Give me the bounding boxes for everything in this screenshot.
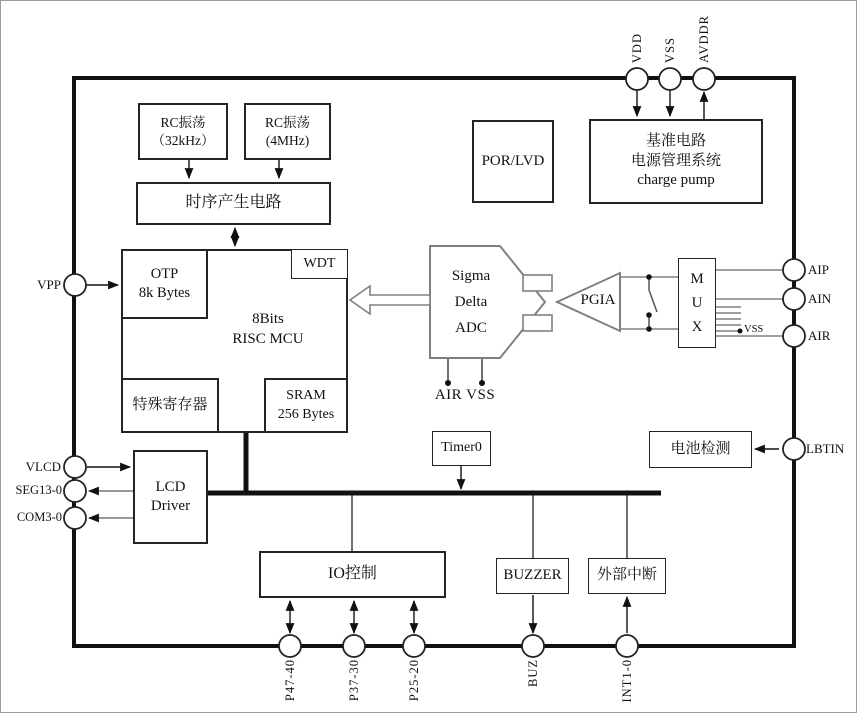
adc-line2: Delta bbox=[454, 294, 488, 310]
block-ext-interrupt bbox=[588, 558, 666, 594]
lcd-output-arrows bbox=[89, 491, 133, 518]
block-special-registers bbox=[121, 378, 219, 433]
pin-label-vdd: VDD bbox=[630, 32, 644, 63]
pin-vdd bbox=[626, 68, 648, 90]
rc-osc-4m-name: RC振荡 bbox=[264, 114, 310, 130]
adc-line1: Sigma bbox=[451, 268, 491, 284]
adc-label bbox=[427, 263, 515, 341]
block-otp bbox=[121, 249, 208, 319]
pgia-label: PGIA bbox=[580, 292, 616, 308]
block-rc-osc-32k bbox=[138, 103, 228, 160]
pin-label-avddr: AVDDR bbox=[697, 15, 711, 63]
pin-vss bbox=[659, 68, 681, 90]
pin-lbtin bbox=[783, 438, 805, 460]
pin-seg13-0 bbox=[64, 480, 86, 502]
block-power-management bbox=[589, 119, 763, 204]
mux-line3: X bbox=[691, 319, 703, 335]
adc-pgia-tab-bottom bbox=[523, 315, 552, 331]
block-timer0 bbox=[432, 431, 491, 466]
block-por-lvd bbox=[472, 120, 554, 203]
mcu-line1: 8Bits bbox=[252, 311, 284, 327]
pin-label-vpp: VPP bbox=[37, 277, 61, 292]
adc-pgia-tab-top bbox=[523, 275, 552, 291]
pin-label-int1-0: INT1-0 bbox=[620, 659, 634, 703]
otp-line1: OTP bbox=[150, 266, 179, 283]
sram-line2: 256 Bytes bbox=[277, 406, 335, 422]
battery-detect-label: 电池检测 bbox=[670, 440, 731, 457]
pin-label-vss: VSS bbox=[663, 37, 677, 63]
pin-label-com3-0: COM3-0 bbox=[16, 510, 62, 524]
io-control-label: IO控制 bbox=[328, 565, 377, 583]
pin-label-ain: AIN bbox=[808, 291, 832, 306]
power-mgmt-line3: charge pump bbox=[637, 172, 715, 189]
bus-drop-lines bbox=[352, 493, 627, 559]
mcu-core-label bbox=[198, 309, 338, 349]
block-buzzer bbox=[496, 558, 569, 594]
pin-p25-20 bbox=[403, 635, 425, 657]
wdt-label: WDT bbox=[303, 255, 336, 271]
pin-com3-0 bbox=[64, 507, 86, 529]
pin-label-air: AIR bbox=[808, 328, 831, 343]
block-io-control bbox=[259, 551, 446, 598]
block-lcd-driver bbox=[133, 450, 208, 544]
rc-osc-4m-freq: (4MHz) bbox=[265, 132, 310, 148]
ext-interrupt-label: 外部中断 bbox=[596, 567, 657, 584]
pin-aip bbox=[783, 259, 805, 281]
pin-label-p47-40: P47-40 bbox=[283, 659, 297, 702]
lcd-line1: LCD bbox=[155, 478, 186, 495]
pin-vpp bbox=[64, 274, 86, 296]
pin-p47-40 bbox=[279, 635, 301, 657]
block-wdt bbox=[291, 249, 348, 279]
rc-osc-32k-freq: （32kHz） bbox=[151, 132, 215, 148]
pin-air bbox=[783, 325, 805, 347]
pin-label-p25-20: P25-20 bbox=[407, 659, 421, 702]
block-battery-detect bbox=[649, 431, 752, 468]
adc-line3: ADC bbox=[455, 320, 487, 336]
pin-label-p37-30: P37-30 bbox=[347, 659, 361, 702]
block-sram bbox=[264, 378, 348, 433]
power-mgmt-line1: 基准电路 bbox=[645, 133, 706, 150]
block-timing-generator bbox=[136, 182, 331, 225]
mcu-line2: RISC MCU bbox=[232, 331, 304, 347]
block-mux bbox=[678, 258, 716, 348]
adc-ref-pins-label: AIR VSS bbox=[434, 387, 496, 403]
pin-vlcd bbox=[64, 456, 86, 478]
timing-generator-label: 时序产生电路 bbox=[185, 194, 282, 212]
lcd-line2: Driver bbox=[150, 498, 191, 514]
mux-line2: U bbox=[691, 295, 703, 311]
por-lvd-label: POR/LVD bbox=[481, 152, 545, 169]
pin-label-seg13-0: SEG13-0 bbox=[15, 483, 62, 497]
analog-switch bbox=[649, 277, 657, 329]
pin-buz bbox=[522, 635, 544, 657]
adc-ref-leads bbox=[448, 359, 482, 381]
pin-ain bbox=[783, 288, 805, 310]
otp-line2: 8k Bytes bbox=[138, 285, 191, 301]
rc-osc-32k-name: RC振荡 bbox=[160, 114, 206, 130]
mux-vss-tap-label: VSS bbox=[744, 324, 764, 335]
pin-avddr bbox=[693, 68, 715, 90]
timer0-label: Timer0 bbox=[441, 440, 482, 456]
pin-label-lbtin: LBTIN bbox=[806, 441, 845, 456]
adc-ref-dots bbox=[445, 380, 485, 386]
pin-p37-30 bbox=[343, 635, 365, 657]
power-mgmt-line2: 电源管理系统 bbox=[630, 152, 721, 169]
block-rc-osc-4m bbox=[244, 103, 331, 160]
buzzer-label: BUZZER bbox=[503, 567, 562, 584]
mux-line1: M bbox=[690, 271, 704, 287]
pin-label-buz: BUZ bbox=[526, 659, 540, 687]
sram-line1: SRAM bbox=[286, 388, 326, 404]
special-registers-label: 特殊寄存器 bbox=[132, 396, 208, 413]
pin-label-aip: AIP bbox=[808, 262, 829, 277]
adc-to-mcu-bus-arrow bbox=[350, 286, 430, 314]
pin-label-vlcd: VLCD bbox=[25, 459, 61, 474]
pin-int1-0 bbox=[616, 635, 638, 657]
